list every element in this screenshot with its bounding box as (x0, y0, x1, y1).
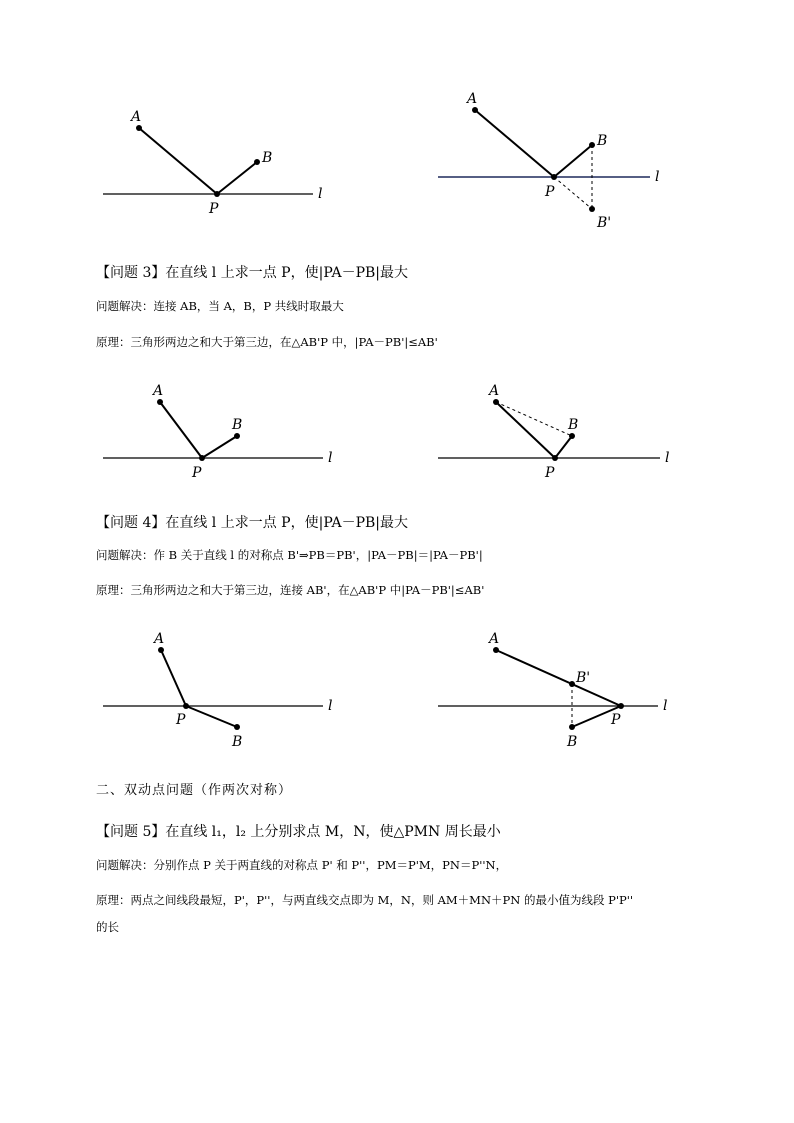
label-p: P (209, 201, 219, 217)
label-p: P (176, 712, 186, 728)
point-b (234, 724, 240, 730)
segment-ab (496, 402, 572, 436)
point-b (589, 142, 595, 148)
label-a: A (489, 383, 500, 399)
label-l: l (655, 169, 660, 185)
label-p: P (611, 712, 621, 728)
problem-3-title: 【问题 3】在直线 l 上求一点 P，使|PA－PB|最大 (96, 265, 408, 281)
label-b: B (597, 133, 608, 149)
figure-4 (438, 383, 669, 481)
problem-5-title: 【问题 5】在直线 l₁，l₂ 上分别求点 M，N，使△PMN 周长最小 (96, 824, 501, 840)
problem-3-principle: 原理：三角形两边之和大于第三边，在△AB'P 中，|PA－PB'|≤AB' (96, 335, 438, 349)
label-p: P (545, 465, 555, 481)
point-p (618, 703, 624, 709)
segment-pb (186, 706, 237, 727)
segment-pa (496, 402, 555, 458)
segment-pa (475, 110, 554, 177)
point-p (183, 703, 189, 709)
label-p: P (192, 465, 202, 481)
label-a: A (467, 91, 478, 107)
problem-5-principle-line-1: 原理：两点之间线段最短，P'，P''，与两直线交点即为 M，N，则 AM＋MN＋PN 的最小值为线段 P'P'' (96, 893, 634, 907)
label-l: l (328, 698, 333, 714)
point-b (569, 724, 575, 730)
point-p (199, 455, 205, 461)
point-b-prime (589, 206, 595, 212)
figure-6 (438, 631, 667, 750)
label-b: B (232, 734, 243, 750)
label-l: l (318, 186, 323, 202)
point-p (551, 174, 557, 180)
segment-pb (217, 162, 257, 194)
point-a (493, 399, 499, 405)
problem-5-solution: 问题解决：分别作点 P 关于两直线的对称点 P' 和 P''，PM＝P'M，PN＝P''N， (96, 858, 508, 872)
segment-pb (202, 436, 237, 458)
label-p: P (545, 184, 555, 200)
label-b-prime: B' (597, 215, 612, 231)
problem-3-solution: 问题解决：连接 AB，当 A，B，P 共线时取最大 (96, 299, 344, 313)
label-b: B (568, 417, 579, 433)
figure-3 (103, 383, 332, 481)
segment-ab-prime-p (496, 650, 621, 706)
point-p (552, 455, 558, 461)
label-b-prime: B' (576, 670, 591, 686)
segment-pb-prime (554, 177, 592, 209)
segment-pa (161, 650, 186, 706)
label-b: B (567, 734, 578, 750)
label-l: l (328, 450, 333, 466)
label-b: B (262, 150, 273, 166)
problem-4-title: 【问题 4】在直线 l 上求一点 P，使|PA－PB|最大 (96, 515, 408, 531)
point-b-prime (569, 681, 575, 687)
section-2-heading: 二、双动点问题（作两次对称） (96, 783, 293, 798)
label-a: A (154, 631, 165, 647)
segment-pb (554, 145, 592, 177)
point-b (569, 433, 575, 439)
problem-5-principle-line-2: 的长 (96, 920, 119, 934)
label-a: A (131, 109, 142, 125)
problem-4-principle: 原理：三角形两边之和大于第三边，连接 AB'，在△AB'P 中|PA－PB'|≤AB' (96, 583, 485, 597)
segment-pa (139, 128, 217, 194)
label-a: A (489, 631, 500, 647)
point-p (214, 191, 220, 197)
point-a (157, 399, 163, 405)
figure-2 (438, 91, 659, 231)
figure-5 (103, 631, 332, 750)
point-b (254, 159, 260, 165)
point-a (158, 647, 164, 653)
segment-pb (555, 436, 572, 458)
label-b: B (232, 417, 243, 433)
label-a: A (153, 383, 164, 399)
problem-4-solution: 问题解决：作 B 关于直线 l 的对称点 B'⇒PB＝PB'，|PA－PB|＝|PA－PB'| (96, 548, 483, 562)
point-a (136, 125, 142, 131)
figure-1 (103, 109, 322, 217)
point-a (493, 647, 499, 653)
label-l: l (665, 450, 670, 466)
point-b (234, 433, 240, 439)
label-l: l (663, 698, 668, 714)
point-a (472, 107, 478, 113)
segment-pa (160, 402, 202, 458)
